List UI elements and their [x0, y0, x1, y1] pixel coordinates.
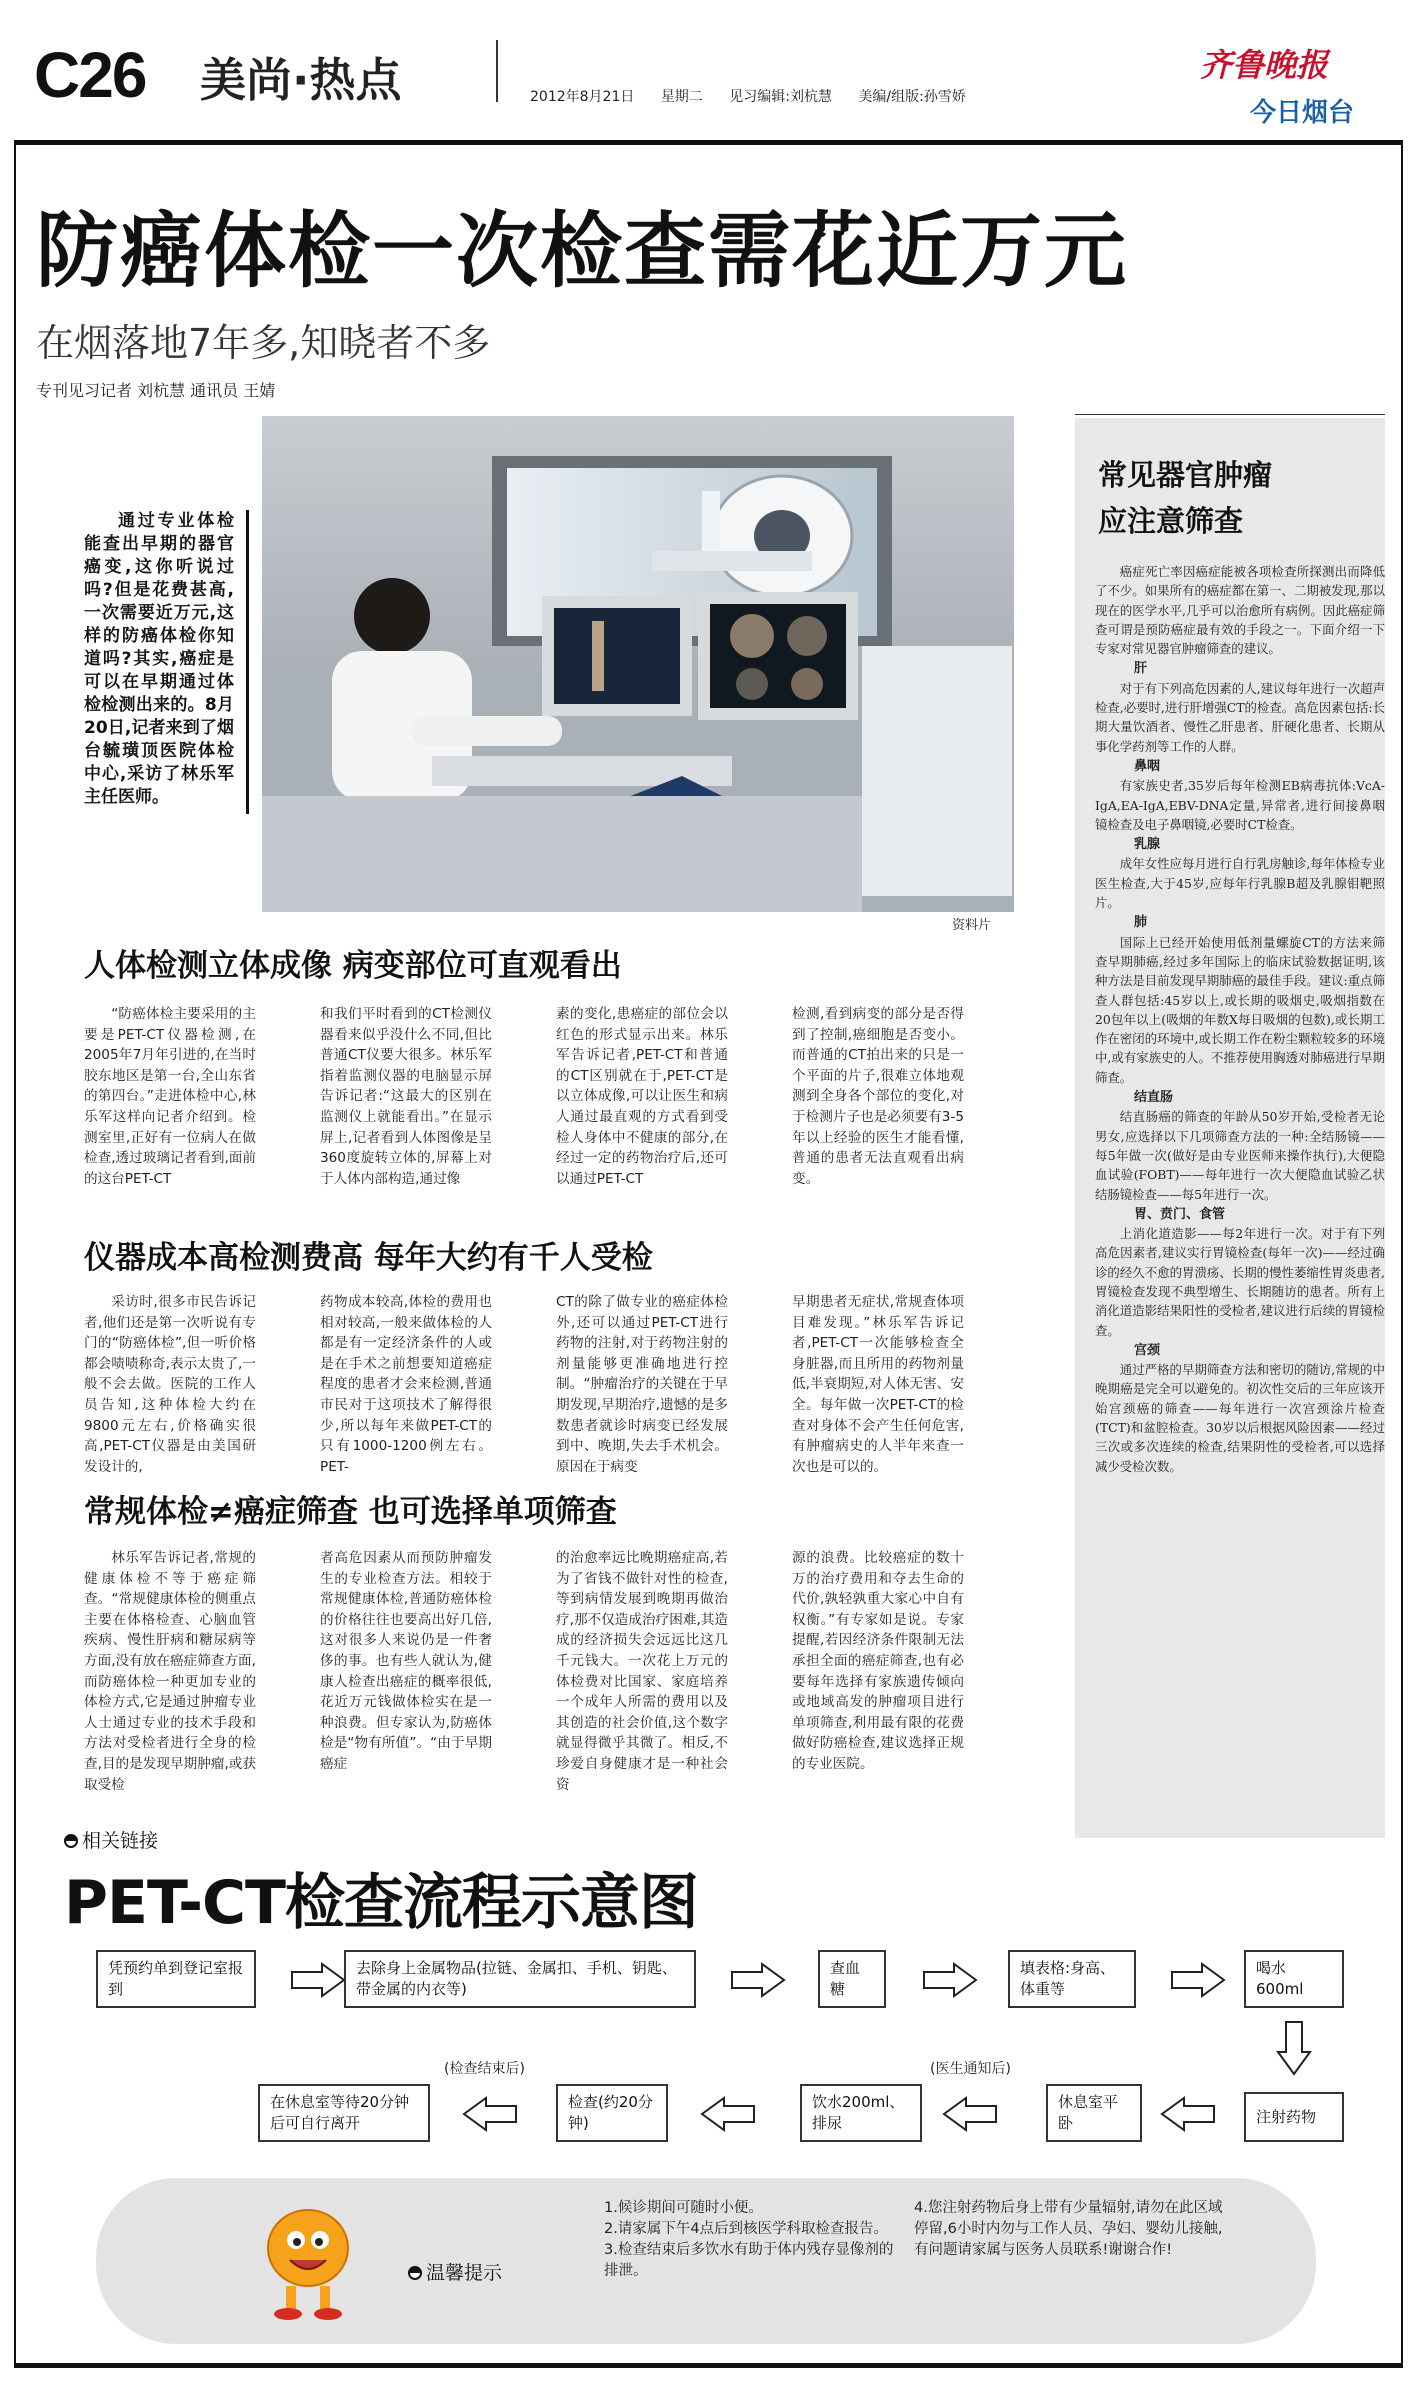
- header-divider: [496, 40, 498, 102]
- header-meta: [530, 86, 988, 106]
- section2-col4: [792, 1292, 964, 1477]
- arrow-left-icon: [462, 2096, 518, 2132]
- photo-caption: 资料片: [952, 918, 992, 933]
- sidebar-paragraph: 国际上已经开始使用低剂量螺旋CT的方法来筛查早期肺癌,经过多年国际上的临床试验数据证明,该种方法是目前发现早期肺癌的最佳手段。建议:重点筛查人群包括:45岁以上,或长期的吸烟史,吸烟指数在20包年以上(吸烟的年数X每日吸烟的包数),或长期工作在密闭的环境中,或长期工作在粉尘颗粒较多的环境中,或有家族史的人。不推荐使用胸透对肺癌进行早期筛查。: [1095, 934, 1385, 1085]
- sidebar-subhead-colorectal: 结直肠: [1134, 1090, 1174, 1106]
- tips-title: [408, 2258, 502, 2285]
- flow-step-blood-sugar: 查血糖: [818, 1950, 886, 2008]
- paragraph: 早期患者无症状,常规查体项目难发现。”林乐军告诉记者,PET-CT一次能够检查全身脏器,而且所用的药物剂量低,半衰期短,对人体无害、安全。每年做一次PET-CT的检查对身体不会产生任何危害,有肿瘤病史的人半年来查一次也是可以的。: [792, 1294, 964, 1475]
- flow-step-drink-200ml: 饮水200ml、排尿: [800, 2084, 922, 2142]
- tips-column-left: [604, 2198, 906, 2282]
- photo-illustration: [262, 416, 1014, 912]
- paragraph: CT的除了做专业的癌症体检外,还可以通过PET-CT进行药物的注射,对于药物注射的剂量能够更准确地进行控制。“肿瘤治疗的关键在于早期发现,早期治疗,遗憾的是多数患者就诊时病变已经发展到中、晚期,失去手术机会。原因在于病变: [556, 1294, 728, 1475]
- paragraph: 采访时,很多市民告诉记者,他们还是第一次听说有专门的“防癌体检”,但一听价格都会啧啧称奇,表示太贵了,一般不会去做。医院的工作人员告知,这种体检大约在9800元左右,价格确实很高,PET-CT仪器是由美国研发设计的,: [84, 1294, 256, 1475]
- arrow-right-icon: [290, 1962, 346, 1998]
- section2-col3: [556, 1292, 728, 1477]
- flow-step-injection: 注射药物: [1244, 2092, 1344, 2142]
- sidebar-title-line: 常见器官肿瘤: [1098, 458, 1273, 492]
- mascot-icon: [262, 2200, 354, 2322]
- issue-weekday: 星期二: [660, 89, 703, 105]
- section3-col4: [792, 1548, 964, 1775]
- sidebar-paragraph: 成年女性应每月进行自行乳房触诊,每年体检专业医生检查,大于45岁,应每年行乳腺B超及乳腺钼靶照片。: [1095, 856, 1385, 911]
- sidebar-body: [1095, 562, 1385, 1476]
- tip-item: 3.检查结束后多饮水有助于体内残存显像剂的排泄。: [604, 2242, 894, 2279]
- lead-paragraph: 通过专业体检能查出早期的器官癌变,这你听说过吗?但是花费甚高,一次需要近万元,这样的防癌体检你知道吗?其实,癌症是可以在早期通过体检检测出来的。8月20日,记者来到了烟台毓璜顶医院体检中心,采访了林乐军主任医师。: [84, 511, 234, 807]
- sidebar-paragraph: 有家族史者,35岁后每年检测EB病毒抗体:VcA-IgA,EA-IgA,EBV-DNA定量,异常者,进行间接鼻咽镜检查及电子鼻咽镜,必要时CT检查。: [1095, 778, 1385, 832]
- subheadline: 在烟落地7年多,知晓者不多: [36, 321, 491, 365]
- sidebar-subhead-liver: 肝: [1134, 661, 1148, 677]
- sidebar-rule: [1075, 414, 1385, 415]
- section3-col1: [84, 1548, 256, 1795]
- flow-step-fill-form: 填表格:身高、体重等: [1008, 1950, 1136, 2008]
- edition-name: 今日烟台: [1250, 98, 1355, 128]
- sidebar-paragraph: 对于有下列高危因素的人,建议每年进行一次超声检查,必要时,进行肝增强CT的检查。高危因素包括:长期大量饮酒者、慢性乙肝患者、肝硬化患者、长期从事化学药剂等工作的人群。: [1095, 680, 1385, 754]
- paragraph: 的治愈率远比晚期癌症高,若为了省钱不做针对性的检查,等到病情发展到晚期再做治疗,那不仅造成治疗困难,其造成的经济损失会远远比这几千元钱大。一次花上万元的体检费对比国家、家庭培养一个成年人所需的费用以及其创造的社会价值,这个数字就显得微乎其微了。相反,不珍爱自身健康才是一种社会资: [556, 1550, 728, 1793]
- sidebar-paragraph: 通过严格的早期筛查方法和密切的随访,常规的中晚期癌是完全可以避免的。初次性交后的三年应该开始宫颈癌的筛查——每年进行一次宫颈涂片检查(TCT)和盆腔检查。30岁以后根据风险因素——经过三次或多次连续的检查,结果阴性的受检者,可以选择减少受检次数。: [1095, 1362, 1385, 1474]
- tip-item: 4.您注射药物后身上带有少量辐射,请勿在此区域停留,6小时内勿与工作人员、孕妇、婴幼儿接触,有问题请家属与医务人员联系!谢谢合作!: [914, 2200, 1223, 2258]
- section1-col4: [792, 1004, 964, 1189]
- paragraph: 检测,看到病变的部分是否得到了控制,癌细胞是否变小。而普通的CT拍出来的只是一个平面的片子,很难立体地观测到全身各个部位的变化,对于检测片子也是必须要有3-5年以上经验的医生才能看懂,普通的患者无法直观看出病变。: [792, 1006, 964, 1187]
- flow-step-leave: 在休息室等待20分钟后可自行离开: [258, 2084, 430, 2142]
- byline: 专刊见习记者 刘杭慧 通讯员 王婧: [36, 381, 276, 400]
- flow-step-scan: 检查(约20分钟): [556, 2084, 668, 2142]
- paragraph: 源的浪费。比较癌症的数十万的治疗费用和夺去生命的代价,孰轻孰重大家心中自有权衡。”有专家如是说。专家提醒,若因经济条件限制无法承担全面的癌症筛查,也有必要每年选择有家族遗传倾向或地域高发的肿瘤项目进行单项筛查,利用最有限的花费做好防癌检查,建议选择正规的专业医院。: [792, 1550, 964, 1772]
- sidebar-subhead-cervix: 宫颈: [1134, 1342, 1161, 1358]
- arrow-left-icon: [942, 2096, 998, 2132]
- paragraph: 者高危因素从而预防肿瘤发生的专业检查方法。相较于常规健康体检,普通防癌体检的价格往往也要高出好几倍,这对很多人来说仍是一件奢侈的事。也有些人就认为,健康人检查出癌症的概率很低,花近万元钱做体检实在是一种浪费。但专家认为,防癌体检是“物有所值”。“由于早期癌症: [320, 1550, 492, 1772]
- flow-step-drink-600ml: 喝水600ml: [1244, 1950, 1344, 2008]
- section3-col2: [320, 1548, 492, 1775]
- arrow-right-icon: [730, 1962, 786, 1998]
- arrow-right-icon: [922, 1962, 978, 1998]
- headline: 防癌体检一次检查需花近万元: [36, 204, 1129, 299]
- paragraph: 药物成本较高,体检的费用也相对较高,一般来做体检的人都是有一定经济条件的人或是在手术之前想要知道癌症程度的患者才会来检测,普通市民对于这项技术了解得很少,所以每年来做PET-CT的只有1000-1200例左右。PET-: [320, 1294, 492, 1475]
- sidebar-subhead-stomach: 胃、贲门、食管: [1134, 1206, 1226, 1222]
- arrow-right-icon: [1170, 1962, 1226, 1998]
- flow-title: PET-CT检查流程示意图: [64, 1868, 698, 1938]
- sidebar-paragraph: 结直肠癌的筛查的年龄从50岁开始,受检者无论男女,应选择以下几项筛查方法的一种:全结肠镜——每5年做一次(做好是由专业医师来操作执行),大便隐血试验(FOBT)——每年进行一次大便隐血试验乙状结肠镜检查——每5年进行一次。: [1095, 1109, 1385, 1202]
- section1-col2: [320, 1004, 492, 1189]
- paragraph: 和我们平时看到的CT检测仪器看来似乎没什么不同,但比普通CT仪要大很多。林乐军指着监测仪器的电脑显示屏告诉记者:“这最大的区别在监测仪上就能看出。”在显示屏上,记者看到人体图像是呈360度旋转立体的,屏幕上对于人体内部构造,通过像: [320, 1006, 492, 1187]
- section-name: 美尚·热点: [200, 53, 402, 107]
- arrow-down-icon: [1276, 2020, 1312, 2076]
- related-link-text: 相关链接: [82, 1830, 159, 1852]
- sidebar-paragraph: 上消化道造影——每2年进行一次。对于有下列高危因素者,建议实行胃镜检查(每年一次)——经过确诊的经久不愈的胃溃疡、长期的慢性萎缩性胃炎患者,胃镜检查发现不典型增生、长期随访的患者。所有上消化道造影结果阳性的受检者,建议进行后续的胃镜检查。: [1095, 1226, 1385, 1338]
- related-link-label: [64, 1826, 158, 1853]
- section3-col3: [556, 1548, 728, 1795]
- half-circle-icon: [64, 1834, 78, 1848]
- flow-step-register: 凭预约单到登记室报到: [96, 1950, 256, 2008]
- sidebar-title: [1098, 452, 1368, 544]
- section1-col1: [84, 1004, 256, 1189]
- label-after-scan: (检查结束后): [444, 2061, 525, 2077]
- tip-item: 1.候诊期间可随时小便。: [604, 2200, 763, 2216]
- section-heading-cost: 仪器成本高检测费高 每年大约有千人受检: [84, 1240, 653, 1276]
- arrow-left-icon: [700, 2096, 756, 2132]
- sidebar-subhead-lung: 肺: [1134, 915, 1148, 931]
- newspaper-logo: 齐鲁晚报: [1200, 46, 1329, 84]
- section2-col1: [84, 1292, 256, 1477]
- section-heading-screening: 常规体检≠癌症筛查 也可选择单项筛查: [84, 1494, 617, 1530]
- paragraph: 素的变化,患癌症的部位会以红色的形式显示出来。林乐军告诉记者,PET-CT和普通的CT区别就在于,PET-CT是以立体成像,可以让医生和病人通过最直观的方式看到受检人身体中不健康的部分,在经过一定的药物治疗后,还可以通过PET-CT: [556, 1006, 728, 1187]
- section2-col2: [320, 1292, 492, 1477]
- sidebar-title-line: 应注意筛查: [1098, 504, 1244, 538]
- page-code: C26: [34, 39, 146, 111]
- article-photo: [262, 416, 1014, 912]
- arrow-left-icon: [1160, 2096, 1216, 2132]
- sidebar-subhead-nasopharynx: 鼻咽: [1134, 758, 1161, 774]
- flow-step-rest-lying: 休息室平卧: [1046, 2084, 1142, 2142]
- sidebar-intro: 癌症死亡率因癌症能被各项检查所探测出而降低了不少。如果所有的癌症都在第一、二期被发现,那以现在的医学水平,几乎可以治愈所有病例。因此癌症筛查可谓是预防癌症最有效的手段之一。下面介绍一下专家对常见器官肿瘤筛查的建议。: [1095, 564, 1385, 657]
- tips-title-text: 温馨提示: [426, 2262, 503, 2284]
- label-doctor-notice: (医生通知后): [930, 2061, 1011, 2077]
- designer-credit: 美编/组版:孙雪娇: [858, 89, 966, 105]
- editor-credit: 见习编辑:刘杭慧: [729, 89, 832, 105]
- section1-col3: [556, 1004, 728, 1189]
- half-circle-icon: [408, 2266, 422, 2280]
- paragraph: “防癌体检主要采用的主要是PET-CT仪器检测,在2005年7月年引进的,在当时胶东地区是第一台,全山东省的第四台。”走进体检中心,林乐军这样向记者介绍到。检测室里,正好有一位病人在做检查,透过玻璃记者看到,面前的这台PET-CT: [84, 1006, 256, 1187]
- lead-bar: [246, 510, 249, 814]
- section-heading-imaging: 人体检测立体成像 病变部位可直观看出: [84, 948, 622, 984]
- tip-item: 2.请家属下午4点后到核医学科取检查报告。: [604, 2221, 889, 2237]
- paragraph: 林乐军告诉记者,常规的健康体检不等于癌症筛查。“常规健康体检的侧重点主要在体格检查、心脑血管疾病、慢性肝病和糖尿病等方面,没有放在癌症筛查方面,而防癌体检一种更加专业的体检方式,它是通过肿瘤专业人士通过专业的技术手段和方法对受检者进行全身的检查,目的是发现早期肿瘤,或获取受检: [84, 1550, 256, 1793]
- issue-date: 2012年8月21日: [530, 89, 635, 105]
- sidebar-subhead-breast: 乳腺: [1134, 837, 1161, 853]
- tips-column-right: [914, 2198, 1224, 2261]
- flow-step-remove-metal: 去除身上金属物品(拉链、金属扣、手机、钥匙、带金属的内衣等): [344, 1950, 696, 2008]
